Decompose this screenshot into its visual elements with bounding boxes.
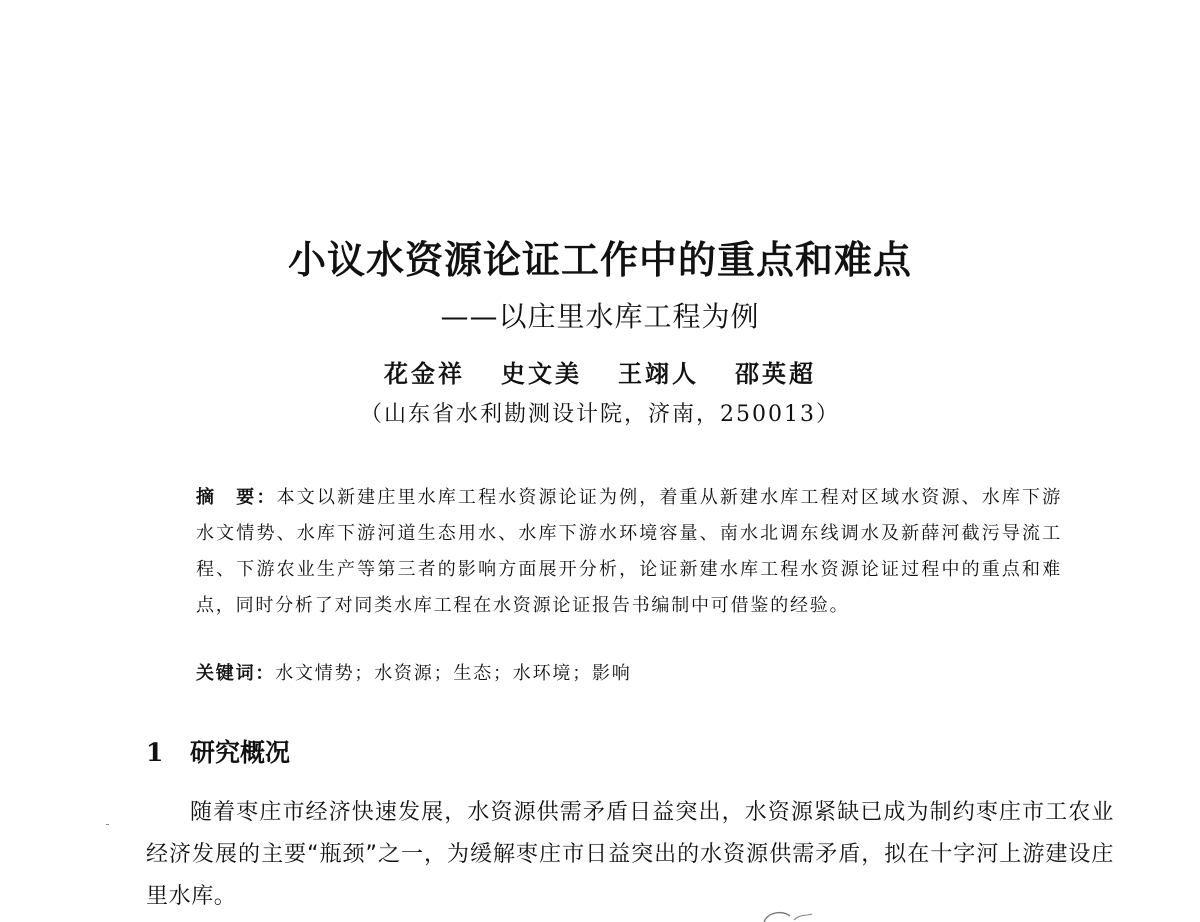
author-list: [0, 360, 1200, 389]
author-name: 花金祥: [384, 359, 465, 388]
keywords-label: 关键词：: [196, 663, 276, 684]
section-heading: [146, 738, 290, 768]
author-name: 邵英超: [735, 359, 816, 388]
paper-subtitle: ——以庄里水库工程为例: [440, 300, 760, 333]
paper-title: 小议水资源论证工作中的重点和难点: [287, 238, 912, 282]
scan-speck: [106, 824, 109, 825]
abstract-text: 本文以新建庄里水库工程水资源论证为例，着重从新建水库工程对区域水资源、水库下游水文情势、水库下游河道生态用水、水库下游水环境容量、南水北调东线调水及新薛河截污导流工程、下游农业生产等第三者的影响方面展开分析，论证新建水库工程水资源论证过程中的重点和难点，同时分析了对同类水库工程在水资源论证报告书编制中可借鉴的经验。: [196, 487, 1062, 616]
section-paragraph: 随着枣庄市经济快速发展，水资源供需矛盾日益突出，水资源紧缺已成为制约枣庄市工农业经济发展的主要“瓶颈”之一，为缓解枣庄市日益突出的水资源供需矛盾，拟在十字河上游建设庄里水库。: [146, 800, 1114, 909]
section-number: 1: [146, 738, 164, 767]
section-title: 研究概况: [190, 738, 291, 767]
abstract-block: [196, 480, 1062, 624]
author-name: 王翊人: [618, 359, 699, 388]
abstract-label: 摘 要：: [196, 487, 277, 508]
keywords-block: [196, 656, 1062, 692]
keywords-text: 水文情势；水资源；生态；水环境；影响: [275, 663, 632, 684]
author-affiliation: （山东省水利勘测设计院，济南，250013）: [360, 402, 840, 427]
author-name: 史文美: [501, 359, 582, 388]
